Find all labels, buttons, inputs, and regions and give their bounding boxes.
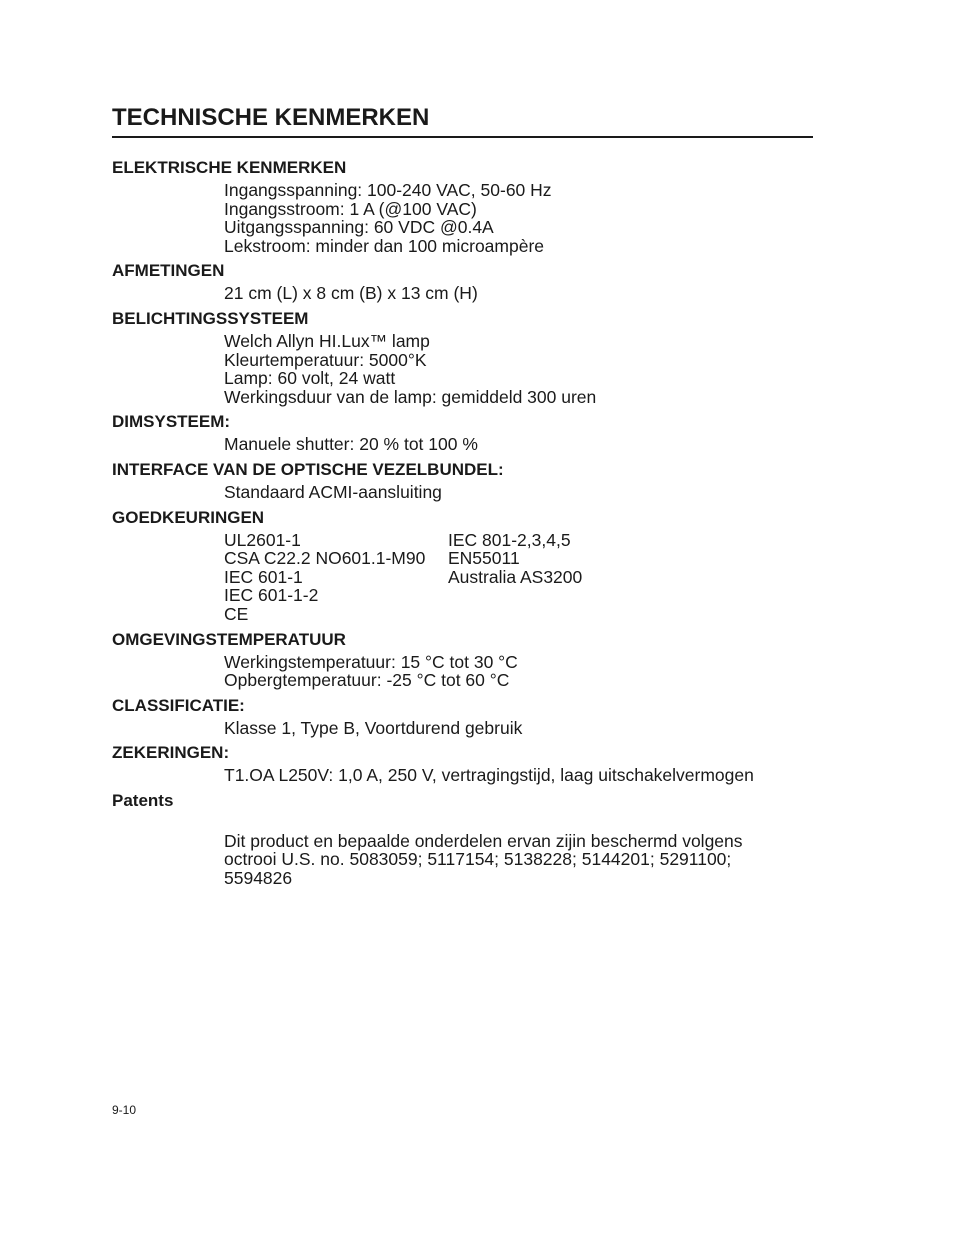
section-heading-environment: OMGEVINGSTEMPERATUUR [112,629,346,649]
approval-item: Australia AS3200 [448,566,583,587]
spacer [112,811,812,829]
spec-line: Werkingstemperatuur: 15 °C tot 30 °C [224,651,518,672]
title-divider [112,136,813,138]
section-body-classification [224,719,812,738]
approval-item: UL2601-1 [224,529,301,550]
spec-content [112,158,812,894]
spec-line: Opbergtemperatuur: -25 °C tot 60 °C [224,670,510,691]
spec-line: Manuele shutter: 20 % tot 100 % [224,434,478,455]
section-body-dimensions [224,284,812,303]
section-heading-dimming: DIMSYSTEEM: [112,412,231,432]
spec-line: Lamp: 60 volt, 24 watt [224,368,396,389]
approvals-grid [224,531,812,624]
spec-line: octrooi U.S. no. 5083059; 5117154; 5138228; 5144201; 5291100; [224,849,732,870]
spec-line: Dit product en bepaalde onderdelen ervan zijin beschermd volgens [224,830,743,851]
approvals-column-1 [224,531,448,624]
section-heading-classification: CLASSIFICATIE: [112,695,245,715]
approval-item: IEC 601-1-2 [224,585,319,606]
approval-item: IEC 801-2,3,4,5 [448,529,571,550]
spec-line: Werkingsduur van de lamp: gemiddeld 300 uren [224,386,597,407]
section-body-interface [224,483,812,502]
approval-item: EN55011 [448,548,520,569]
section-body-patents [224,832,812,888]
section-body-approvals [224,531,812,624]
spec-line: 21 cm (L) x 8 cm (B) x 13 cm (H) [224,283,478,304]
section-heading-interface: INTERFACE VAN DE OPTISCHE VEZELBUNDEL: [112,459,504,479]
section-body-fuses [224,766,812,785]
spec-line: Kleurtemperatuur: 5000°K [224,349,427,370]
spec-line: Uitgangsspanning: 60 VDC @0.4A [224,217,494,238]
approval-item: IEC 601-1 [224,566,303,587]
spec-line: Lekstroom: minder dan 100 microampère [224,235,545,256]
spec-line: Welch Allyn HI.Lux™ lamp [224,330,430,351]
spec-line: Ingangsstroom: 1 A (@100 VAC) [224,198,477,219]
section-heading-patents: Patents [112,790,174,810]
section-body-dimming [224,435,812,454]
spec-line: Ingangsspanning: 100-240 VAC, 50-60 Hz [224,180,552,200]
section-body-environment [224,653,812,690]
section-heading-electrical: ELEKTRISCHE KENMERKEN [112,158,347,177]
section-body-lighting [224,332,812,406]
section-heading-fuses: ZEKERINGEN: [112,743,230,763]
spec-line: Klasse 1, Type B, Voortdurend gebruik [224,717,523,738]
section-heading-approvals: GOEDKEURINGEN [112,507,265,527]
spec-line: 5594826 [224,868,293,889]
section-heading-dimensions: AFMETINGEN [112,261,225,281]
page-number: 9-10 [112,1103,137,1117]
approval-item: CE [224,603,249,624]
approval-item: CSA C22.2 NO601.1-M90 [224,548,426,569]
section-body-electrical [224,181,812,255]
page-title: TECHNISCHE KENMERKEN [112,104,430,131]
spec-line: Standaard ACMI-aansluiting [224,481,442,502]
spec-line: T1.OA L250V: 1,0 A, 250 V, vertragingstijd, laag uitschakelvermogen [224,765,754,786]
approvals-column-2 [448,531,648,624]
section-heading-lighting: BELICHTINGSSYSTEEM [112,308,309,328]
